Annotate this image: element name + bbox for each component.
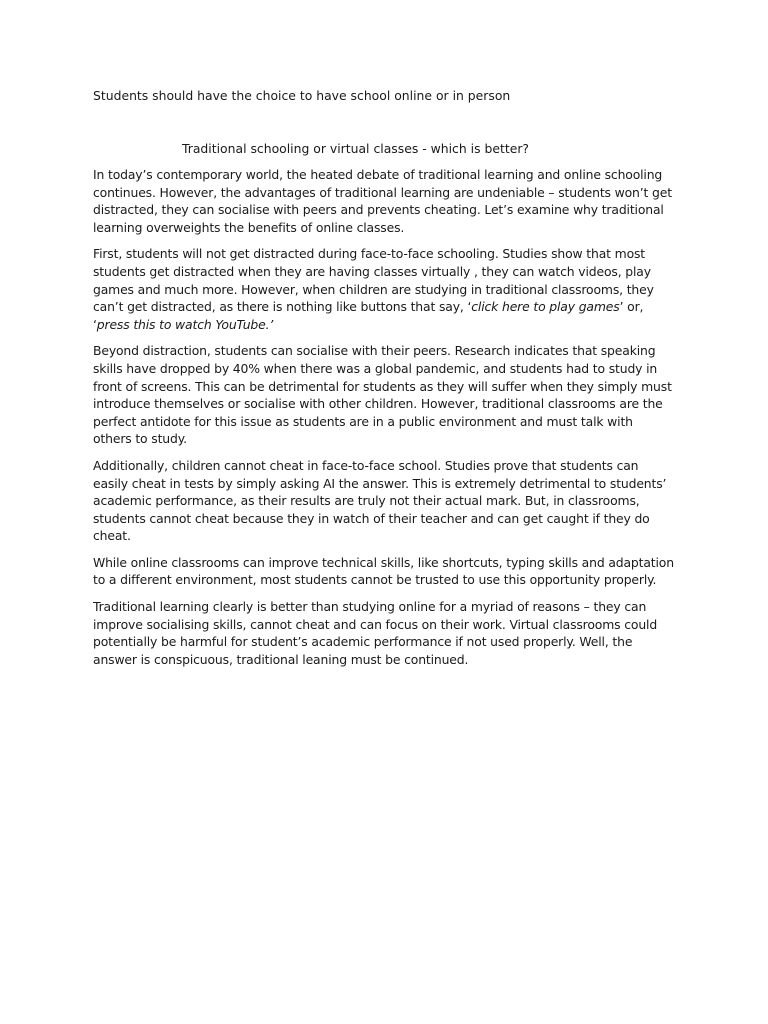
paragraph-distraction-quote-games: click here to play games <box>471 299 620 315</box>
paragraph-cheating: Additionally, children cannot cheat in face-to-face school. Studies prove that students can easily cheat in tests by simply asking AI the answer. This is extremely detrimental to students’ academic performance, as their results are truly not their actual mark. But, in classrooms, students cannot cheat because they in watch of their teacher and can get caught if they do cheat. <box>93 457 667 544</box>
paragraph-distraction-text-b: ’ or, ‘ <box>93 299 644 332</box>
essay-title: Traditional schooling or virtual classes - which is better? <box>182 141 529 156</box>
paragraph-distraction-quote-youtube: press this to watch YouTube.’ <box>96 316 274 332</box>
paragraph-conclusion: Traditional learning clearly is better than studying online for a myriad of reasons – they can improve socialising skills, cannot cheat and can focus on their work. Virtual classrooms could potentially be harmful for student’s academic performance if not used properly. Well, the answer is conspicuous, traditional leaning must be continued. <box>93 599 658 667</box>
paragraph-counter: While online classrooms can improve technical skills, like shortcuts, typing skills and adaptation to a different environment, most students cannot be trusted to use this opportunity properly. <box>93 554 674 588</box>
paragraph-socialise: Beyond distraction, students can socialise with their peers. Research indicates that speaking skills have dropped by 40% when there was a global pandemic, and students had to study in front of screens. This can be detrimental for students as they will suffer when they simply must introduce themselves or socialise with other children. However, traditional classrooms are the perfect antidote for this issue as students are in a public environment and must talk with others to study. <box>93 343 672 447</box>
paragraph-distraction <box>93 245 675 333</box>
paragraph-intro: In today’s contemporary world, the heated debate of traditional learning and online schooling continues. However, the advantages of traditional learning are undeniable – students won’t get distracted, they can socialise with peers and prevents cheating. Let’s examine why traditional learning overweights the benefits of online classes. <box>93 167 672 235</box>
document-page <box>93 87 675 668</box>
document-heading: Students should have the choice to have school online or in person <box>93 88 511 103</box>
paragraph-distraction-text-a: First, students will not get distracted during face-to-face schooling. Studies show that most students get distracted when they are having classes virtually , they can watch videos, play games and much more. However, when children are studying in traditional classrooms, they can’t get distracted, as there is nothing like buttons that say, ‘ <box>93 246 654 315</box>
